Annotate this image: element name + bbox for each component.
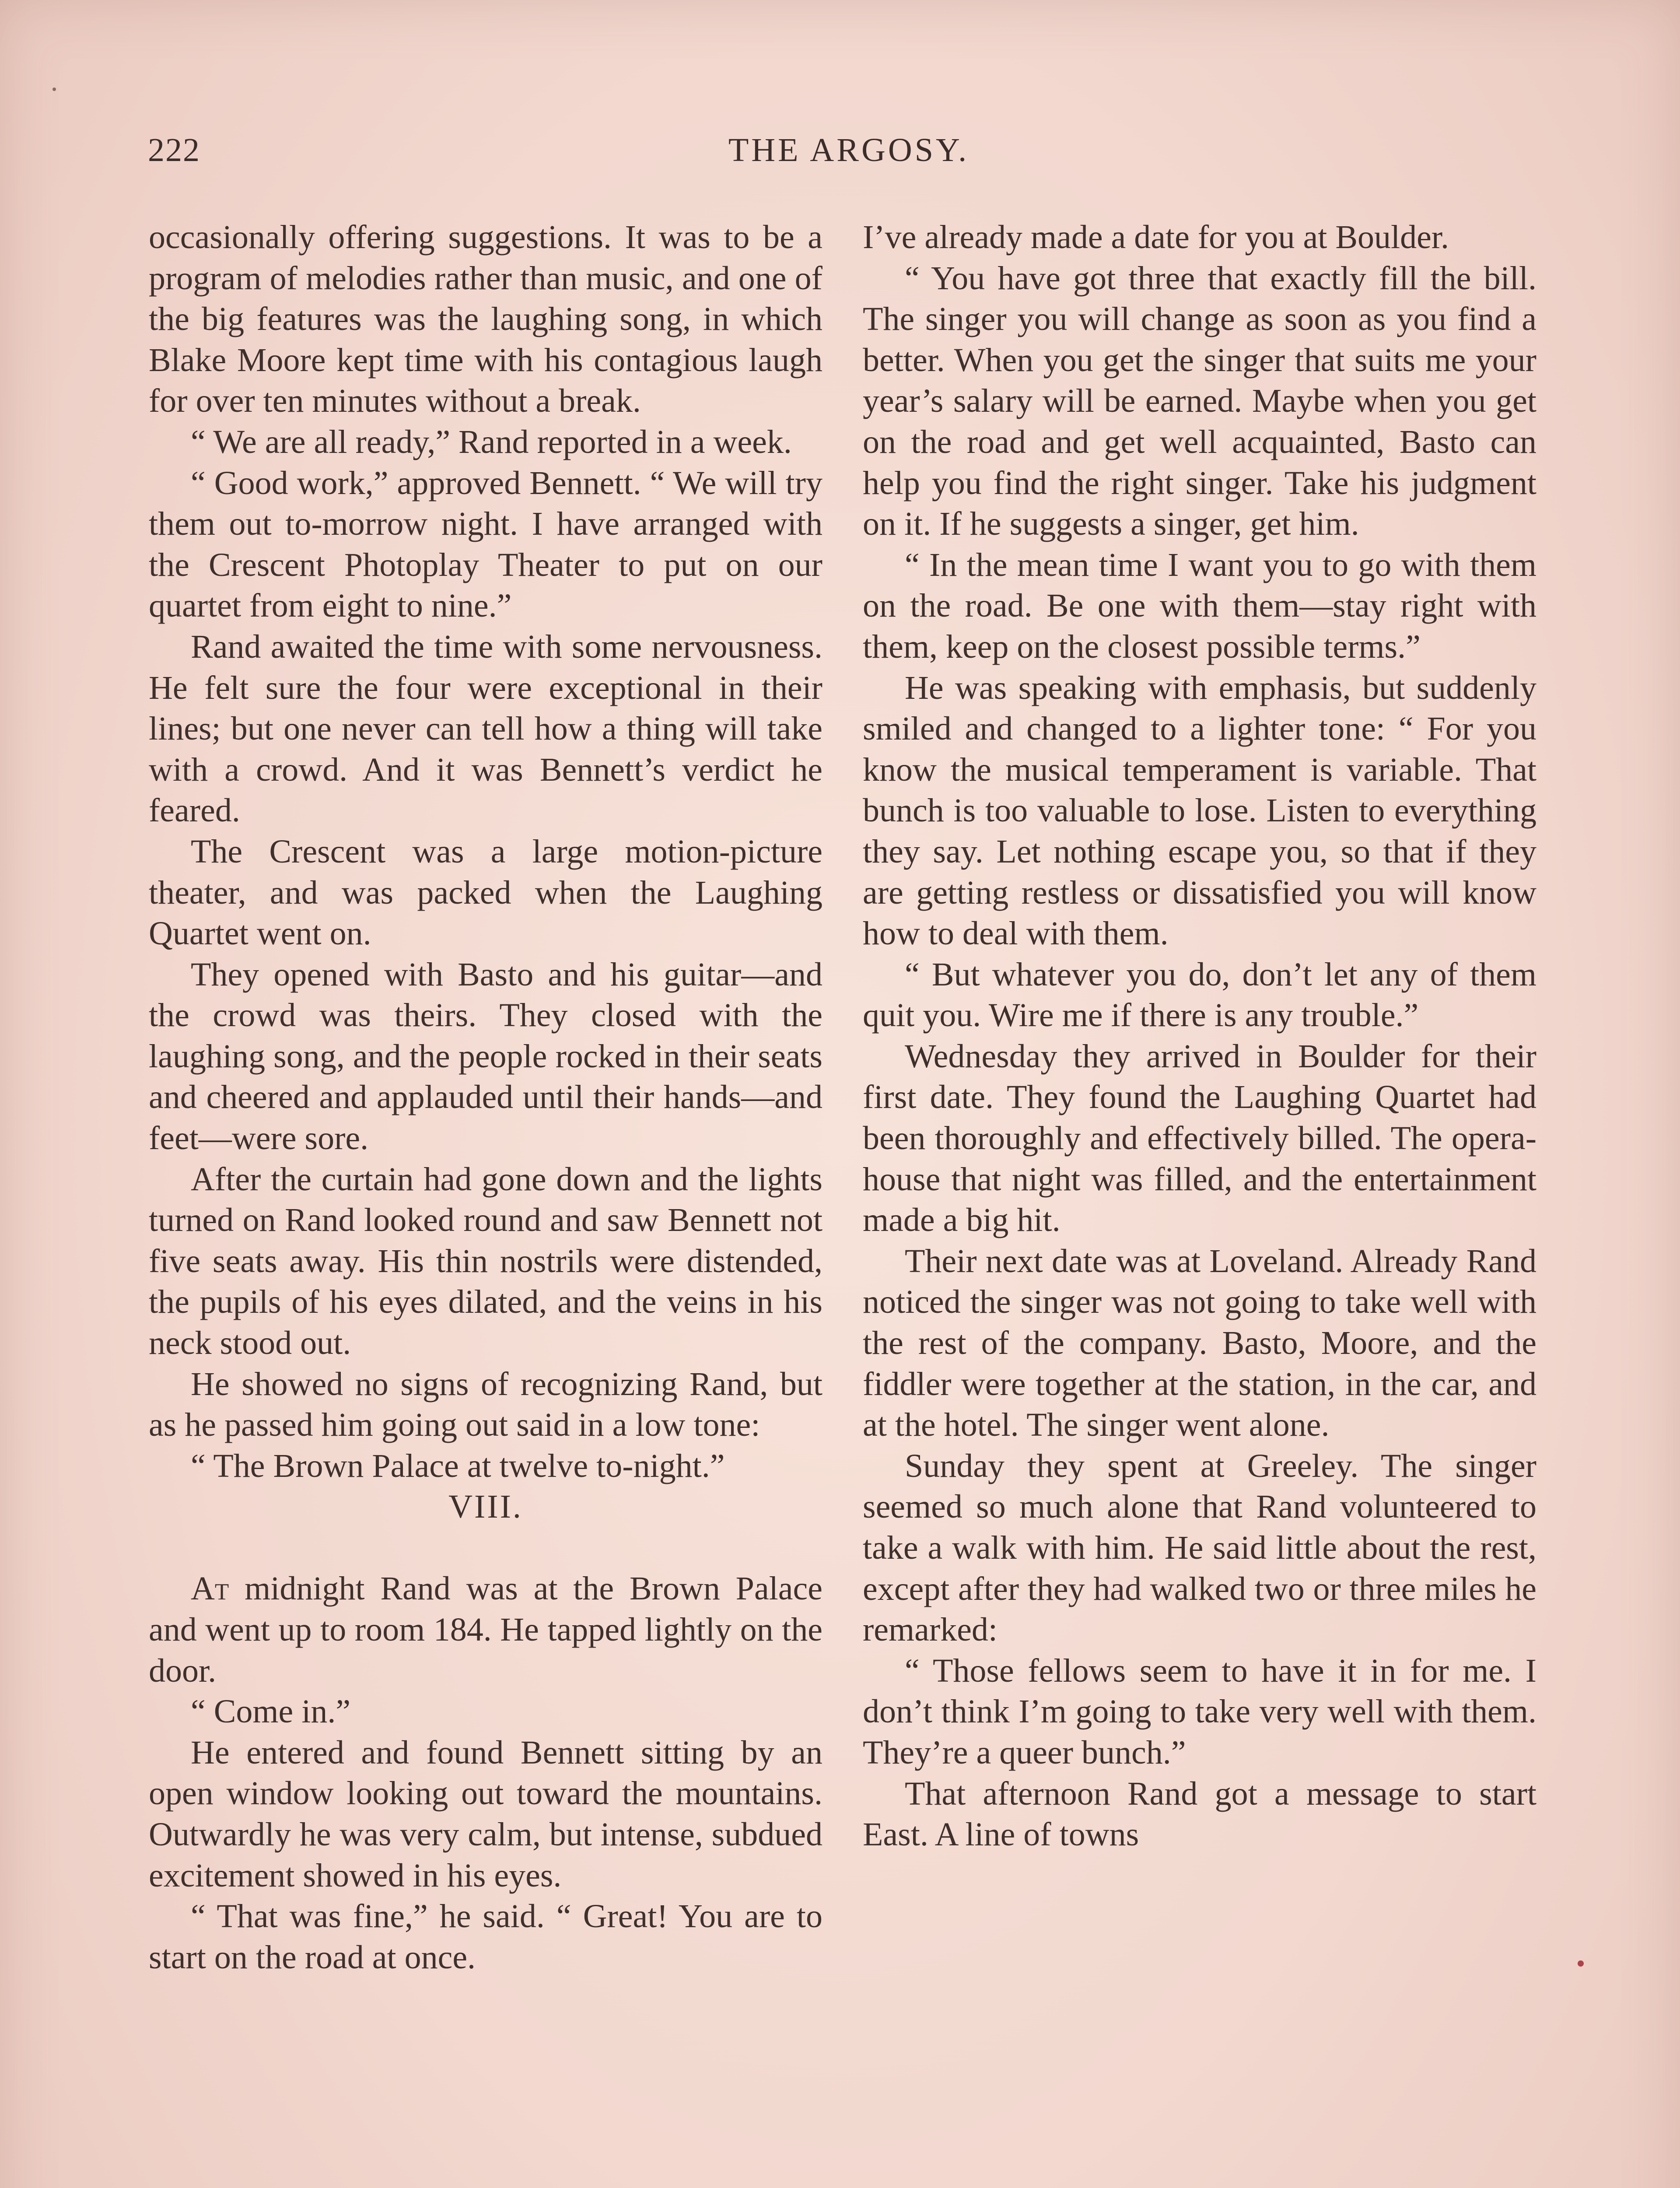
paragraph — [149, 1568, 822, 1691]
paragraph: He was speaking with emphasis, but suddenly smiled and changed to a lighter tone: “ For you know the musical temperament is variable. That bunch is too valuable to lose. Listen to everything they say. Let nothing escape you, so that if they are getting restless or dissatisfied you will know how to deal with them. — [863, 669, 1536, 952]
paragraph: After the curtain had gone down and the lights turned on Rand looked round and saw Bennett not five seats away. His thin nostrils were distended, the pupils of his eyes dilated, and the veins in his neck stood out. — [149, 1161, 822, 1362]
paragraph-text: midnight Rand was at the Brown Palace and went up to room 184. He tapped lightly on the door. — [149, 1570, 822, 1689]
paragraph: They opened with Basto and his guitar—and the crowd was theirs. They closed with the laughing song, and the people rocked in their seats and cheered and applauded until their hands—and feet—were sore. — [149, 956, 822, 1157]
paragraph: He entered and found Bennett sitting by an open window looking out toward the mountains. Outwardly he was very calm, but intense, subdued excitement showed in his eyes. — [149, 1734, 822, 1894]
paragraph: I’ve already made a date for you at Boulder. — [863, 219, 1449, 256]
paragraph: “ In the mean time I want you to go with them on the road. Be one with them—stay right with them, keep on the closest possible terms.” — [863, 546, 1536, 665]
paragraph: “ That was fine,” he said. “ Great! You are to start on the road at once. — [149, 1898, 822, 1976]
paragraph: “ The Brown Palace at twelve to-night.” — [191, 1447, 725, 1484]
paragraph: “ You have got three that exactly fill the bill. The singer you will change as soon as you find a better. When you get the singer that suits me your year’s salary will be earned. Maybe when you get on the road and get well acquainted, Basto can help you find the right singer. Take his judgment on it. If he suggests a singer, get him. — [863, 259, 1536, 543]
paragraph: “ We are all ready,” Rand reported in a week. — [191, 423, 792, 460]
paragraph: Sunday they spent at Greeley. The singer seemed so much alone that Rand volunteered to take a walk with him. He said little about the rest, except after they had walked two or three miles he remarked: — [863, 1447, 1536, 1648]
page-number: 222 — [148, 132, 200, 168]
section-heading: VIII. — [448, 1488, 523, 1525]
paragraph: The Crescent was a large motion-picture theater, and was packed when the Laughing Quartet went on. — [149, 833, 822, 952]
paragraph: “ Those fellows seem to have it in for me. I don’t think I’m going to take very well with them. They’re a queer bunch.” — [863, 1652, 1536, 1771]
paragraph: That afternoon Rand got a message to start East. A line of towns — [863, 1775, 1536, 1853]
paragraph: “ Come in.” — [191, 1693, 351, 1730]
running-title: THE ARGOSY. — [728, 132, 970, 168]
drop-cap: At — [191, 1570, 229, 1607]
paragraph: Wednesday they arrived in Boulder for their first date. They found the Laughing Quartet had been thoroughly and effectively billed. The opera-house that night was filled, and the entertainment made a big hit. — [863, 1038, 1536, 1239]
paragraph: “ Good work,” approved Bennett. “ We will try them out to-morrow night. I have arranged with the Crescent Photoplay Theater to put on our quartet from eight to nine.” — [149, 464, 822, 624]
paragraph: Their next date was at Loveland. Already Rand noticed the singer was not going to take well with the rest of the company. Basto, Moore, and the fiddler were together at the station, in the car, and at the hotel. The singer went alone. — [863, 1242, 1536, 1444]
ink-speck — [52, 88, 56, 91]
paragraph: “ But whatever you do, don’t let any of them quit you. Wire me if there is any trouble.” — [863, 956, 1536, 1034]
paragraph: occasionally offering suggestions. It was to be a program of melodies rather than music, and one of the big features was the laughing song, in which Blake Moore kept time with his contagious laugh for over ten minutes without a break. — [149, 219, 822, 420]
left-column — [149, 217, 822, 1978]
right-column — [863, 217, 1536, 1855]
ink-speck — [1578, 1960, 1584, 1967]
paragraph: He showed no signs of recognizing Rand, but as he passed him going out said in a low tone: — [149, 1365, 822, 1444]
paragraph: Rand awaited the time with some nervousness. He felt sure the four were exceptional in their lines; but one never can tell how a thing will take with a crowd. And it was Bennett’s verdict he feared. — [149, 628, 822, 829]
